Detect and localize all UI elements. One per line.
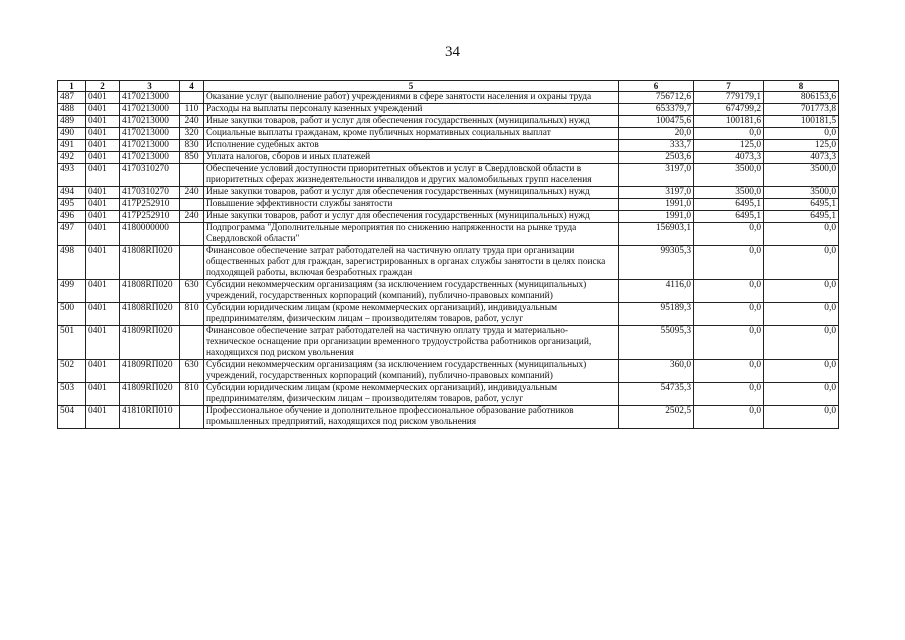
cell-section: 0401: [86, 92, 120, 104]
cell-amount-year1: 1991,0: [619, 199, 694, 211]
cell-row-number: 494: [58, 187, 86, 199]
cell-amount-year1: 2502,5: [619, 406, 694, 429]
cell-amount-year1: 1991,0: [619, 211, 694, 223]
cell-row-number: 495: [58, 199, 86, 211]
cell-amount-year1: 156903,1: [619, 223, 694, 246]
cell-amount-year2: 674799,2: [694, 104, 764, 116]
header-cell-target-article: 3: [120, 81, 180, 92]
table-row: [58, 360, 839, 383]
table-row: [58, 211, 839, 223]
cell-amount-year2: 0,0: [694, 326, 764, 360]
cell-row-number: 504: [58, 406, 86, 429]
table-header: [58, 81, 839, 92]
cell-row-number: 498: [58, 246, 86, 280]
cell-amount-year1: 2503,6: [619, 152, 694, 164]
cell-amount-year2: 3500,0: [694, 187, 764, 199]
cell-row-number: 502: [58, 360, 86, 383]
cell-row-number: 500: [58, 303, 86, 326]
cell-name: Иные закупки товаров, работ и услуг для обеспечения государственных (муниципальных) нужд: [204, 116, 619, 128]
header-cell-section: 2: [86, 81, 120, 92]
cell-expense-type: [180, 92, 204, 104]
cell-amount-year2: 6495,1: [694, 199, 764, 211]
cell-name: Субсидии юридическим лицам (кроме некоммерческих организаций), индивидуальным предпринимателям, физическим лицам – производителям товаров, работ, услуг: [204, 303, 619, 326]
cell-name: Подпрограмма "Дополнительные мероприятия по снижению напряженности на рынке труда Свердловской области": [204, 223, 619, 246]
table-row: [58, 326, 839, 360]
table-row: [58, 164, 839, 187]
cell-amount-year1: 360,0: [619, 360, 694, 383]
cell-amount-year3: 0,0: [764, 223, 839, 246]
cell-expense-type: 240: [180, 211, 204, 223]
cell-target-article: 41808RП020: [120, 280, 180, 303]
cell-amount-year3: 0,0: [764, 246, 839, 280]
page-number: 34: [445, 44, 460, 60]
cell-row-number: 497: [58, 223, 86, 246]
cell-row-number: 499: [58, 280, 86, 303]
header-cell-expense-type: 4: [180, 81, 204, 92]
table-row: [58, 223, 839, 246]
cell-target-article: 41808RП020: [120, 246, 180, 280]
cell-amount-year1: 3197,0: [619, 164, 694, 187]
table-row: [58, 246, 839, 280]
cell-amount-year3: 0,0: [764, 406, 839, 429]
cell-target-article: 4170213000: [120, 152, 180, 164]
cell-section: 0401: [86, 152, 120, 164]
header-cell-amount-year3: 8: [764, 81, 839, 92]
header-cell-name: 5: [204, 81, 619, 92]
cell-name: Профессиональное обучение и дополнительное профессиональное образование работников промышленных предприятий, находящихся под риском увольнения: [204, 406, 619, 429]
cell-row-number: 490: [58, 128, 86, 140]
cell-amount-year2: 4073,3: [694, 152, 764, 164]
header-cell-amount-year1: 6: [619, 81, 694, 92]
cell-row-number: 493: [58, 164, 86, 187]
cell-expense-type: 830: [180, 140, 204, 152]
cell-expense-type: 320: [180, 128, 204, 140]
cell-amount-year2: 6495,1: [694, 211, 764, 223]
header-cell-row-number: 1: [58, 81, 86, 92]
cell-amount-year1: 333,7: [619, 140, 694, 152]
cell-row-number: 492: [58, 152, 86, 164]
cell-section: 0401: [86, 223, 120, 246]
cell-target-article: 4170310270: [120, 164, 180, 187]
cell-expense-type: [180, 199, 204, 211]
table-row: [58, 280, 839, 303]
cell-amount-year2: 0,0: [694, 223, 764, 246]
cell-amount-year3: 3500,0: [764, 187, 839, 199]
table-row: [58, 140, 839, 152]
cell-amount-year3: 0,0: [764, 303, 839, 326]
cell-section: 0401: [86, 360, 120, 383]
cell-expense-type: 850: [180, 152, 204, 164]
cell-amount-year2: 100181,6: [694, 116, 764, 128]
cell-section: 0401: [86, 128, 120, 140]
cell-section: 0401: [86, 104, 120, 116]
cell-amount-year1: 756712,6: [619, 92, 694, 104]
cell-section: 0401: [86, 116, 120, 128]
header-row: [58, 81, 839, 92]
cell-name: Финансовое обеспечение затрат работодателей на частичную оплату труда при организации общественных работ для граждан, зарегистрированных в органах службы занятости в целях поиска подходящей работы, включая безработных граждан: [204, 246, 619, 280]
cell-amount-year2: 125,0: [694, 140, 764, 152]
cell-section: 0401: [86, 187, 120, 199]
cell-amount-year2: 3500,0: [694, 164, 764, 187]
table-row: [58, 104, 839, 116]
cell-target-article: 417P252910: [120, 211, 180, 223]
cell-target-article: 417P252910: [120, 199, 180, 211]
cell-target-article: 41809RП020: [120, 383, 180, 406]
table-row: [58, 199, 839, 211]
cell-amount-year1: 55095,3: [619, 326, 694, 360]
cell-section: 0401: [86, 303, 120, 326]
cell-amount-year3: 0,0: [764, 326, 839, 360]
cell-expense-type: 240: [180, 116, 204, 128]
cell-amount-year1: 100475,6: [619, 116, 694, 128]
cell-name: Социальные выплаты гражданам, кроме публичных нормативных социальных выплат: [204, 128, 619, 140]
cell-expense-type: 810: [180, 303, 204, 326]
cell-expense-type: 810: [180, 383, 204, 406]
cell-name: Иные закупки товаров, работ и услуг для обеспечения государственных (муниципальных) нужд: [204, 187, 619, 199]
cell-amount-year1: 20,0: [619, 128, 694, 140]
cell-row-number: 503: [58, 383, 86, 406]
cell-amount-year3: 6495,1: [764, 199, 839, 211]
cell-name: Повышение эффективности службы занятости: [204, 199, 619, 211]
cell-name: Уплата налогов, сборов и иных платежей: [204, 152, 619, 164]
cell-name: Исполнение судебных актов: [204, 140, 619, 152]
cell-target-article: 41808RП020: [120, 303, 180, 326]
cell-name: Субсидии юридическим лицам (кроме некоммерческих организаций), индивидуальным предпринимателям, физическим лицам – производителям товаров, работ, услуг: [204, 383, 619, 406]
cell-expense-type: [180, 326, 204, 360]
cell-name: Субсидии некоммерческим организациям (за исключением государственных (муниципальных) учреждений, государственных корпораций (компаний), публично-правовых компаний): [204, 360, 619, 383]
cell-name: Иные закупки товаров, работ и услуг для обеспечения государственных (муниципальных) нужд: [204, 211, 619, 223]
cell-row-number: 487: [58, 92, 86, 104]
cell-section: 0401: [86, 199, 120, 211]
cell-target-article: 4170213000: [120, 128, 180, 140]
header-cell-amount-year2: 7: [694, 81, 764, 92]
cell-target-article: 4180000000: [120, 223, 180, 246]
cell-target-article: 4170213000: [120, 104, 180, 116]
cell-expense-type: [180, 246, 204, 280]
cell-amount-year2: 0,0: [694, 360, 764, 383]
cell-amount-year3: 0,0: [764, 128, 839, 140]
cell-target-article: 41809RП020: [120, 326, 180, 360]
cell-amount-year1: 95189,3: [619, 303, 694, 326]
cell-amount-year3: 3500,0: [764, 164, 839, 187]
cell-amount-year2: 0,0: [694, 280, 764, 303]
cell-expense-type: 630: [180, 360, 204, 383]
cell-name: Обеспечение условий доступности приоритетных объектов и услуг в Свердловской области в приоритетных сферах жизнедеятельности инвалидов и других маломобильных групп населения: [204, 164, 619, 187]
cell-amount-year3: 4073,3: [764, 152, 839, 164]
cell-name: Расходы на выплаты персоналу казенных учреждений: [204, 104, 619, 116]
cell-expense-type: [180, 406, 204, 429]
table-body: [58, 92, 839, 429]
cell-row-number: 489: [58, 116, 86, 128]
cell-amount-year3: 701773,8: [764, 104, 839, 116]
cell-amount-year3: 806153,6: [764, 92, 839, 104]
cell-name: Финансовое обеспечение затрат работодателей на частичную оплату труда и материально-техническое оснащение при организации временного трудоустройства работников организаций, находящихся под риском увольнения: [204, 326, 619, 360]
table-row: [58, 187, 839, 199]
cell-row-number: 496: [58, 211, 86, 223]
cell-expense-type: 630: [180, 280, 204, 303]
table-row: [58, 92, 839, 104]
cell-section: 0401: [86, 211, 120, 223]
cell-target-article: 4170213000: [120, 116, 180, 128]
cell-amount-year1: 99305,3: [619, 246, 694, 280]
cell-section: 0401: [86, 406, 120, 429]
cell-expense-type: [180, 223, 204, 246]
cell-amount-year3: 6495,1: [764, 211, 839, 223]
cell-section: 0401: [86, 383, 120, 406]
cell-expense-type: 240: [180, 187, 204, 199]
cell-section: 0401: [86, 246, 120, 280]
cell-name: Субсидии некоммерческим организациям (за исключением государственных (муниципальных) учреждений, государственных корпораций (компаний), публично-правовых компаний): [204, 280, 619, 303]
budget-table: [57, 80, 839, 429]
cell-amount-year2: 0,0: [694, 246, 764, 280]
table-row: [58, 152, 839, 164]
cell-amount-year2: 0,0: [694, 383, 764, 406]
cell-target-article: 4170310270: [120, 187, 180, 199]
cell-amount-year3: 125,0: [764, 140, 839, 152]
cell-amount-year2: 0,0: [694, 128, 764, 140]
cell-amount-year3: 100181,5: [764, 116, 839, 128]
cell-section: 0401: [86, 280, 120, 303]
cell-name: Оказание услуг (выполнение работ) учреждениями в сфере занятости населения и охраны труда: [204, 92, 619, 104]
cell-target-article: 4170213000: [120, 92, 180, 104]
table-row: [58, 406, 839, 429]
table-row: [58, 116, 839, 128]
cell-row-number: 488: [58, 104, 86, 116]
cell-row-number: 491: [58, 140, 86, 152]
table-row: [58, 128, 839, 140]
cell-amount-year2: 0,0: [694, 406, 764, 429]
cell-amount-year3: 0,0: [764, 360, 839, 383]
cell-amount-year1: 653379,7: [619, 104, 694, 116]
cell-row-number: 501: [58, 326, 86, 360]
cell-amount-year2: 0,0: [694, 303, 764, 326]
cell-section: 0401: [86, 140, 120, 152]
cell-section: 0401: [86, 326, 120, 360]
table-row: [58, 383, 839, 406]
cell-section: 0401: [86, 164, 120, 187]
cell-amount-year3: 0,0: [764, 383, 839, 406]
cell-amount-year1: 4116,0: [619, 280, 694, 303]
cell-expense-type: [180, 164, 204, 187]
cell-target-article: 41809RП020: [120, 360, 180, 383]
cell-amount-year2: 779179,1: [694, 92, 764, 104]
table-row: [58, 303, 839, 326]
cell-amount-year1: 3197,0: [619, 187, 694, 199]
cell-expense-type: 110: [180, 104, 204, 116]
cell-target-article: 41810RП010: [120, 406, 180, 429]
cell-amount-year3: 0,0: [764, 280, 839, 303]
cell-target-article: 4170213000: [120, 140, 180, 152]
cell-amount-year1: 54735,3: [619, 383, 694, 406]
